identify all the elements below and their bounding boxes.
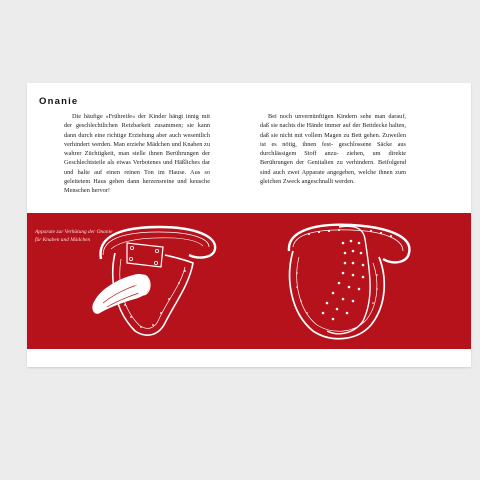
right-paragraph: Bei noch unvernünftigen Kindern sehe man darauf, daß sie nachts die Hände immer auf der Bettdecke halten, daß sie nicht mit vollem Magen zu Bett gehen. Zuweilen ist es nötig, ihnen fest- geschlossene Säcke aus durchlässigem Stoff anzu- ziehen, um direkte Berührungen der Genitalien zu verhindern. Beifolgend sind auch zwei Apparate angegeben, welche ihnen zum gleichen Zweck angeschnallt werden. [260, 113, 406, 186]
book-spread [27, 83, 471, 367]
section-heading: Onanie [39, 96, 79, 107]
girls-device-illustration [279, 217, 415, 345]
illustration-band [27, 213, 471, 349]
boys-device-illustration [89, 219, 219, 343]
right-text-column [260, 112, 406, 186]
illustration-caption: Apparate zur Verhütung der Onanie für Knaben und Mädchen [35, 229, 113, 243]
left-paragraph: Die häufige »Frühreife« der Kinder hängt innig mit der geschlechtlichen Reizbarkeit zusammen; sie kann dann durch eine richtige Erziehung aber auch wesentlich verhindert werden. Man erziehe Mädchen und Knaben zu wahrer Züchtigkeit, man stelle ihnen Berührungen der Geschlechtsteile als etwas Verbotenes und Häßliches dar und halte auf einen reinen Ton im Hause. Aus so geleitetem Haus gehen dann herzensreine und keusche Menschen hervor! [64, 113, 210, 195]
left-text-column [64, 112, 210, 196]
